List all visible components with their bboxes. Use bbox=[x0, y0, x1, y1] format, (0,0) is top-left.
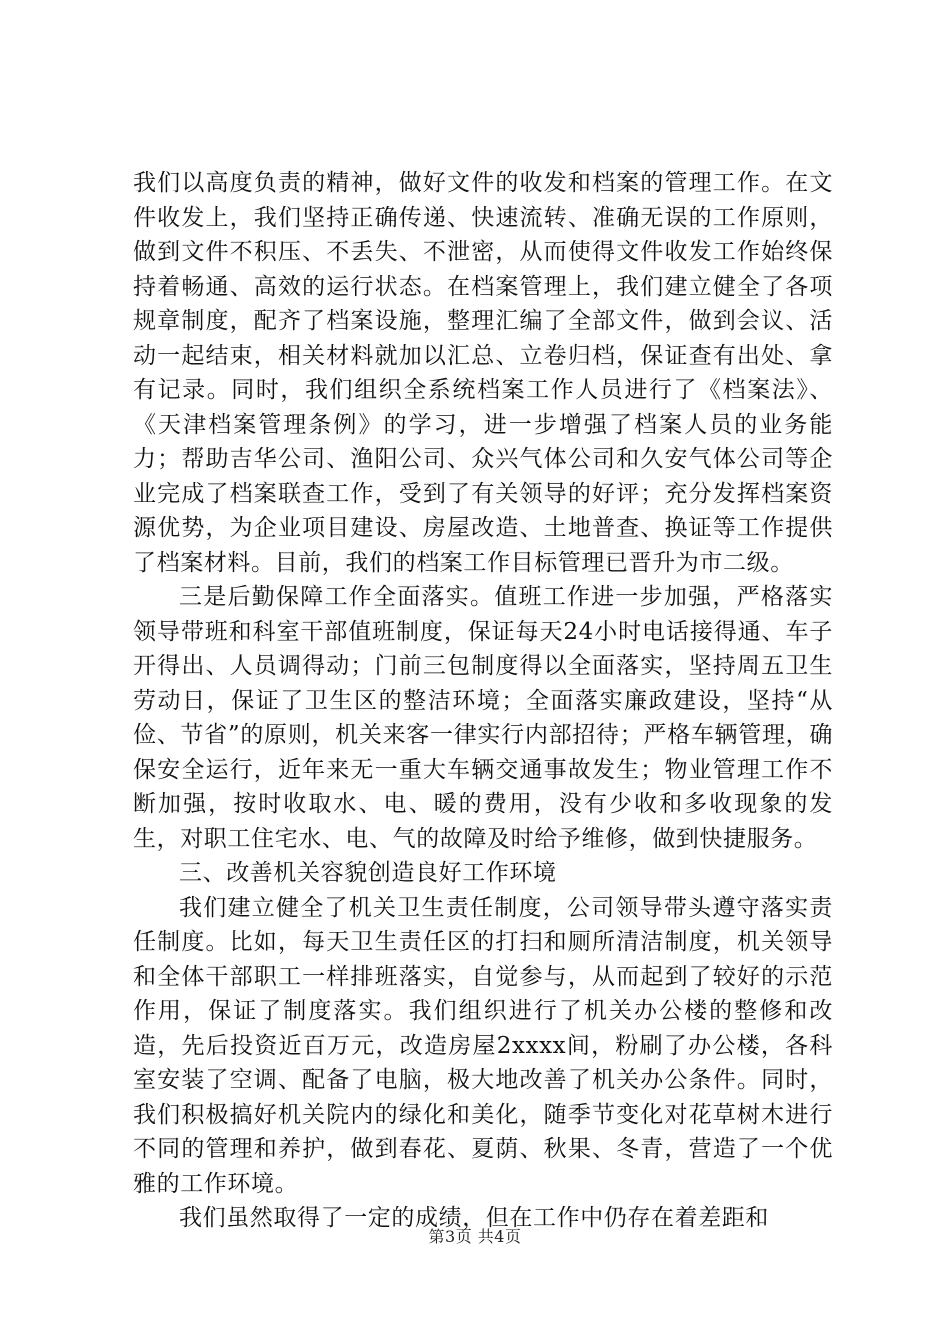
paragraph-logistics-support: 三是后勤保障工作全面落实。值班工作进一步加强，严格落实领导带班和科室干部值班制度，保证每天24小时电话接得通、车子开得出、人员调得动；门前三包制度得以全面落实，坚持周五卫生劳动日，保证了卫生区的整洁环境；全面落实廉政建设，坚持“从俭、节省”的原则，机关来客一律实行内部招待；严格车辆管理，确保安全运行，近年来无一重大车辆交通事故发生；物业管理工作不断加强，按时收取水、电、暖的费用，没有少收和多收现象的发生，对职工住宅水、电、气的故障及时给予维修，做到快捷服务。 bbox=[133, 584, 833, 852]
page-footer-number: 第3页 共4页 bbox=[428, 1227, 522, 1246]
paragraph-sanitation-renovation: 我们建立健全了机关卫生责任制度，公司领导带头遵守落实责任制度。比如，每天卫生责任区的打扫和厕所清洁制度，机关领导和全体干部职工一样排班落实，自觉参与，从而起到了较好的示范作用，保证了制度落实。我们组织进行了机关办公楼的整修和改造，先后投资近百万元，改造房屋2xxxx间，粉刷了办公楼，各科室安装了空调、配备了电脑，极大地改善了机关办公条件。同时，我们积极搞好机关院内的绿化和美化，随季节变化对花草树木进行不同的管理和养护，做到春花、夏荫、秋果、冬青，营造了一个优雅的工作环境。 bbox=[133, 894, 833, 1197]
section-heading-work-environment: 三、改善机关容貌创造良好工作环境 bbox=[179, 860, 557, 886]
paragraph-archive-management: 我们以高度负责的精神，做好文件的收发和档案的管理工作。在文件收发上，我们坚持正确传递、快速流转、准确无误的工作原则，做到文件不积压、不丢失、不泄密，从而使得文件收发工作始终保持着畅通、高效的运行状态。在档案管理上，我们建立健全了各项规章制度，配齐了档案设施，整理汇编了全部文件，做到会议、活动一起结束，相关材料就加以汇总、立卷归档，保证查有出处、拿有记录。同时，我们组织全系统档案工作人员进行了《档案法》、《天津档案管理条例》的学习，进一步增强了档案人员的业务能力；帮助吉华公司、渔阳公司、众兴气体公司和久安气体公司等企业完成了档案联查工作，受到了有关领导的好评；充分发挥档案资源优势，为企业项目建设、房屋改造、土地普查、换证等工作提供了档案材料。目前，我们的档案工作目标管理已晋升为市二级。 bbox=[133, 170, 833, 576]
document-body bbox=[133, 166, 833, 1236]
paragraph-shortcomings: 我们虽然取得了一定的成绩，但在工作中仍存在着差距和 bbox=[179, 1205, 769, 1231]
